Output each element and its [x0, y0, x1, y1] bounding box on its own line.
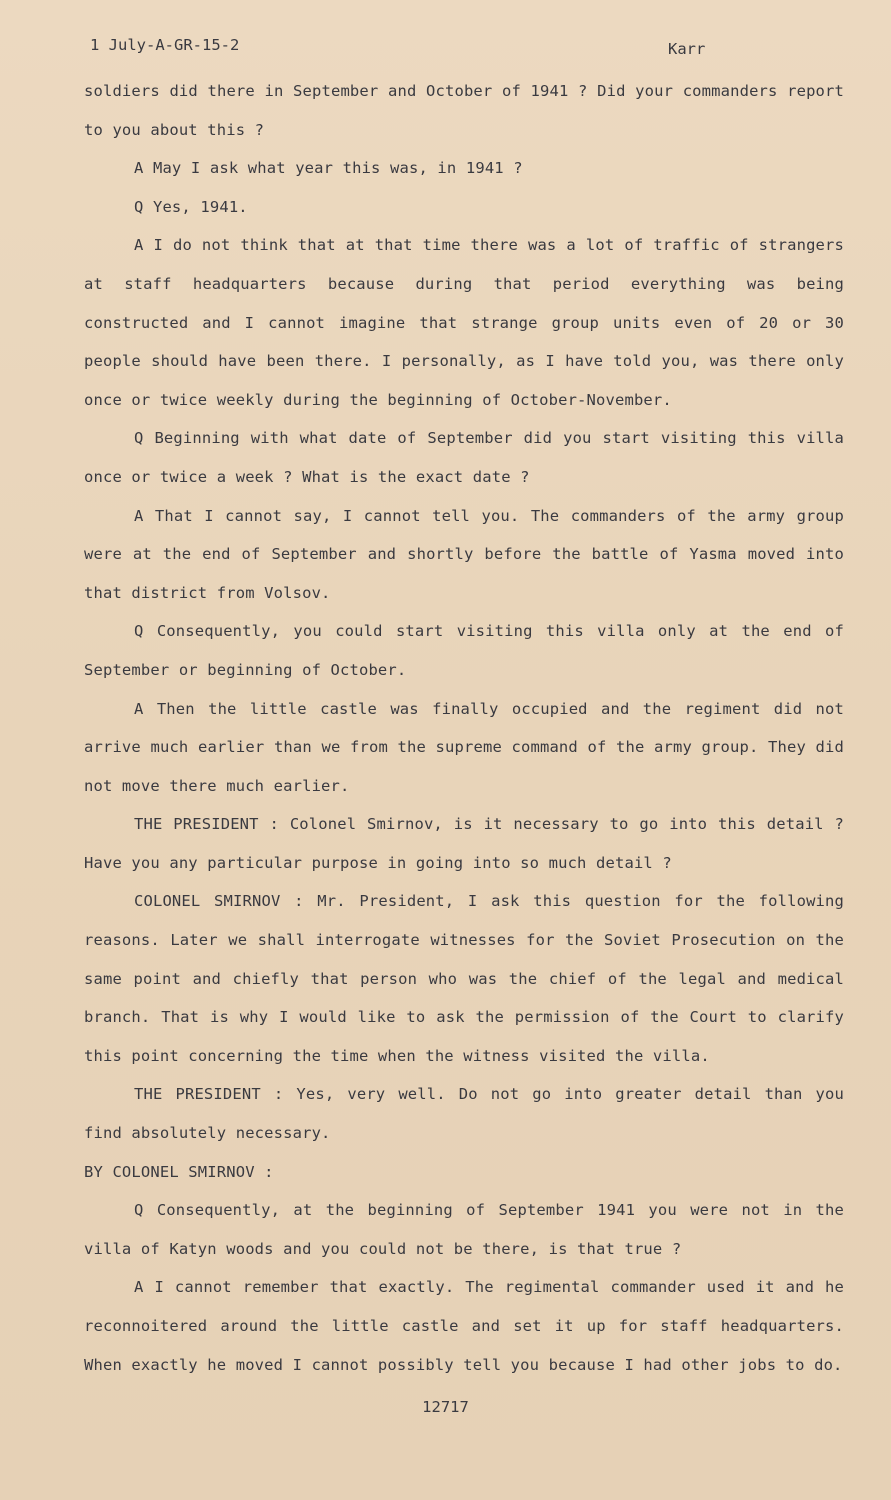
- paragraph-president: THE PRESIDENT : Yes, very well. Do not go into greater detail than you find absolutely necessary.: [84, 1085, 844, 1143]
- paragraph-answer: A May I ask what year this was, in 1941 ?: [134, 159, 523, 178]
- examiner-heading: BY COLONEL SMIRNOV :: [84, 1162, 274, 1181]
- paragraph-question: Q Yes, 1941.: [134, 197, 248, 216]
- transcript-body: [84, 72, 844, 1384]
- paragraph-question: Q Beginning with what date of September did you start visiting this villa once or twice a week ? What is the exact date ?: [84, 429, 844, 486]
- paragraph-answer: A I do not think that at that time there was a lot of traffic of strangers at staff headquarters because during that period everything was being constructed and I cannot imagine that strange group units even of 20 or 30 people should have been there. I personally, as I have told you, was there only once or twice weekly during the beginning of October-November.: [84, 236, 844, 409]
- paragraph-president: THE PRESIDENT : Colonel Smirnov, is it necessary to go into this detail ? Have you any particular purpose in going into so much detail ?: [84, 815, 844, 872]
- paragraph-answer: A I cannot remember that exactly. The regimental commander used it and he reconnoitered around the little castle and set it up for staff headquarters. When exactly he moved I cannot possibly tell you because I had other jobs to do.: [84, 1278, 844, 1374]
- paragraph-continuation: soldiers did there in September and October of 1941 ? Did your commanders report to you about this ?: [84, 82, 844, 139]
- paragraph-question: Q Consequently, at the beginning of September 1941 you were not in the villa of Katyn woods and you could not be there, is that true ?: [84, 1201, 844, 1258]
- page-header: [90, 36, 891, 60]
- paragraph-question: Q Consequently, you could start visiting this villa only at the end of September or beginning of October.: [84, 622, 844, 679]
- document-reference: 1 July-A-GR-15-2: [90, 36, 240, 54]
- paragraph-answer: A Then the little castle was finally occupied and the regiment did not arrive much earlier than we from the supreme command of the army group. They did not move there much earlier.: [84, 699, 844, 795]
- paragraph-colonel-smirnov: COLONEL SMIRNOV : Mr. President, I ask this question for the following reasons. Later we shall interrogate witnesses for the Soviet Prosecution on the same point and chiefly that person who was the chief of the legal and medical branch. That is why I would like to ask the permission of the Court to clarify this point concerning the time when the witness visited the villa.: [84, 892, 844, 1065]
- paragraph-answer: A That I cannot say, I cannot tell you. The commanders of the army group were at the end of September and shortly before the battle of Yasma moved into that district from Volsov.: [84, 506, 844, 602]
- reporter-name: Karr: [668, 40, 706, 58]
- page-number: 12717: [422, 1398, 469, 1416]
